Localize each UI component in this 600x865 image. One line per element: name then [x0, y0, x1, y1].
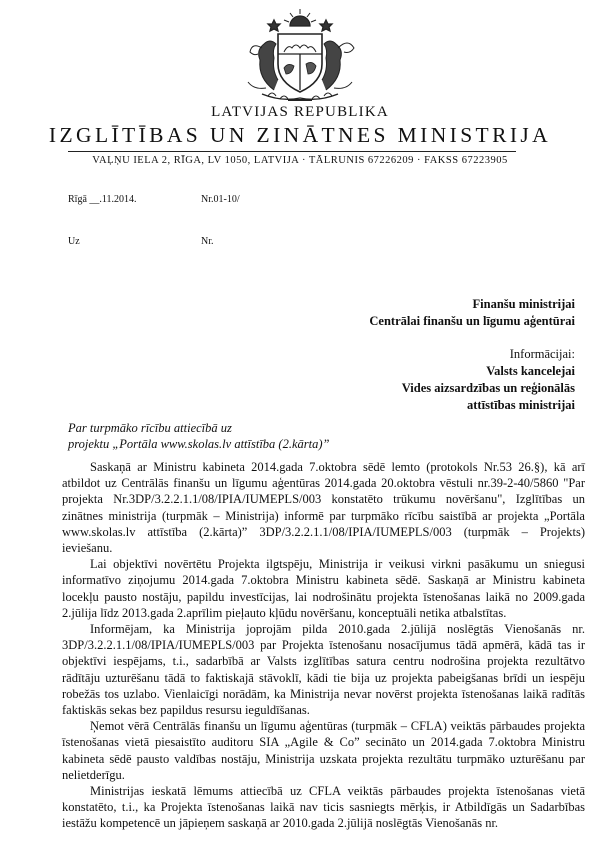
- letter-body: [62, 459, 585, 832]
- recipient: attīstības ministrijai: [467, 398, 575, 412]
- republic-title: LATVIJAS REPUBLIKA: [211, 104, 389, 120]
- recipient: Vides aizsardzības un reģionālās: [401, 381, 575, 395]
- coat-of-arms-emblem: [222, 8, 378, 104]
- reference-number-label: Nr.: [201, 236, 214, 247]
- header-divider: [68, 151, 516, 152]
- document-number: Nr.01-10/: [201, 194, 240, 205]
- recipient: Centrālai finanšu un līgumu aģentūrai: [369, 314, 575, 328]
- paragraph: Informējam, ka Ministrija joprojām pilda 2010.gada 2.jūlijā noslēgtās Vienošanās nr. 3DP/3.2.2.1.1/08/IPIA/IUMEPLS/003 par Projekta īstenošanu nosacījumus tādā apmērā, kādā tas ir objektīvi iespējams, t.i., sadarbībā ar Valsts izglītības satura centru nodrošina projekta rezultātvo rādītāju uzturēšanu tādā to faktiskajā stāvoklī, kādi tie bija uz projekta pabeigšanas brīdi un iespēju robežās tos uzlabo. Vienlaicīgi norādām, ka Ministrija nevar novērst projekta īstenošanas laikā radītās faktiskās sekas bez papildus resursu ieguldīšanas.: [62, 622, 585, 718]
- info-recipients: [402, 346, 575, 414]
- recipient: Finanšu ministrijai: [472, 297, 575, 311]
- place-date: Rīgā __.11.2014.: [68, 194, 137, 205]
- recipient: Valsts kancelejai: [486, 364, 575, 378]
- to-label: Uz: [68, 236, 80, 247]
- primary-recipients: [369, 296, 575, 330]
- letter-subject: [68, 420, 388, 452]
- subject-line: projektu „Portāla www.skolas.lv attīstība (2.kārta)”: [68, 437, 330, 451]
- paragraph: Ministrijas ieskatā lēmums attiecībā uz CFLA veiktās pārbaudes projekta īstenošanas vietā konstatēto, t.i., ka Projekta īstenošanas laikā nav ticis sasniegts mērķis, ir Atbildīgās un Sadarbības iestāžu kompetencē un jāpieņem saskaņā ar 2010.gada 2.jūlijā noslēgtās Vienošanās nr.: [62, 784, 585, 831]
- ministry-title: IZGLĪTĪBAS UN ZINĀTNES MINISTRIJA: [48, 123, 552, 147]
- paragraph: Ņemot vērā Centrālās finanšu un līgumu aģentūras (turpmāk – CFLA) veiktās pārbaudes projekta īstenošanas vietā piesaistīto auditoru SIA „Agile & Co” secināto un 2014.gada 7.oktobra Ministru kabineta sēdē pausto valdības nostāju, Ministrija uzskata projekta rezultātu turpmāko uzturēšanu par nelietderīgu.: [62, 719, 585, 782]
- info-label: Informācijai:: [509, 347, 575, 361]
- subject-line: Par turpmāko rīcību attiecībā uz: [68, 421, 232, 435]
- paragraph: Saskaņā ar Ministru kabineta 2014.gada 7.oktobra sēdē lemto (protokols Nr.53 26.§), kā arī atbildot uz Centrālās finanšu un līgumu aģentūras 2014.gada 20.oktobra vēstuli nr.39-2-40/5860 "Par projekta Nr.3DP/3.2.2.1.1/08/IPIA/IUMEPLS/003 konstatēto trūkumu novēršanu", Izglītības un zinātnes ministrija (turpmāk – Ministrija) informē par turpmāko rīcību saistībā ar projekta „Portāla www.skolas.lv attīstība (2.kārta)” 3DP/3.2.2.1.1/08/IPIA/IUMEPLS/003 (turpmāk – Projekts) ieviešanu.: [62, 460, 585, 556]
- ministry-address: VAĻŅU IELA 2, RĪGA, LV 1050, LATVIJA · TĀLRUNIS 67226209 · FAKSS 67223905: [92, 155, 508, 166]
- paragraph: Lai objektīvi novērtētu Projekta ilgtspēju, Ministrija ir veikusi virkni pasākumu un sniegusi informatīvo ziņojumu 2014.gada 7.oktobra Ministru kabineta sēdē. Saskaņā ar Ministru kabineta locekļu pausto nostāju, papildu investīcijas, lai nodrošinātu projekta īstenošanas laikā no 2009.gada 2.jūlija līdz 2013.gada 2.aprīlim pieļauto kļūdu novēršanu, konceptuāli netika atbalstītas.: [62, 557, 585, 620]
